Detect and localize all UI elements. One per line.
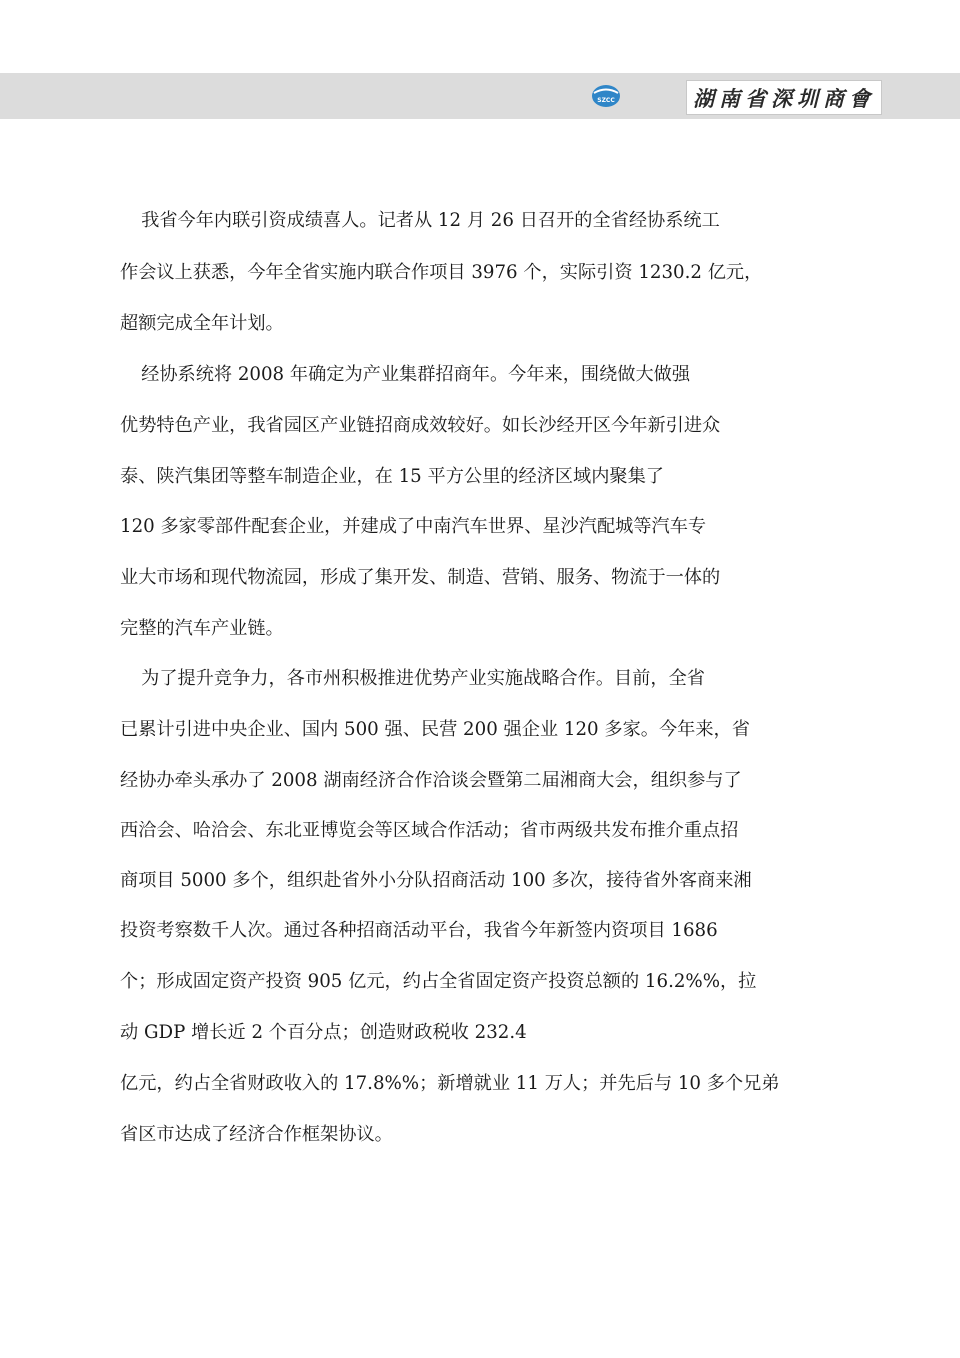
text-line: 个；形成固定资产投资 905 亿元，约占全省固定资产投资总额的 16.2%%，拉 xyxy=(120,971,757,992)
text-line: 经协系统将 2008 年确定为产业集群招商年。今年来，围绕做大做强 xyxy=(118,364,691,385)
org-name-banner xyxy=(686,80,882,115)
text-line: 为了提升竞争力，各市州积极推进优势产业实施战略合作。目前，全省 xyxy=(118,668,705,689)
text-line: 泰、陕汽集团等整车制造企业，在 15 平方公里的经济区域内聚集了 xyxy=(120,466,664,487)
text-line: 亿元，约占全省财政收入的 17.8%%；新增就业 11 万人；并先后与 10 多个兄弟 xyxy=(120,1073,780,1094)
text-line: 已累计引进中央企业、国内 500 强、民营 200 强企业 120 多家。今年来，省 xyxy=(120,719,750,740)
text-line: 优势特色产业，我省园区产业链招商成效较好。如长沙经开区今年新引进众 xyxy=(120,415,721,436)
text-line: 120 多家零部件配套企业，并建成了中南汽车世界、星沙汽配城等汽车专 xyxy=(120,516,707,537)
org-name: 湖南省深圳商會 xyxy=(693,85,875,111)
text-line: 省区市达成了经济合作框架协议。 xyxy=(120,1124,393,1145)
text-line: 超额完成全年计划。 xyxy=(120,313,284,334)
text-line: 完整的汽车产业链。 xyxy=(120,618,284,639)
text-line: 动 GDP 增长近 2 个百分点；创造财政税收 232.4 xyxy=(120,1022,527,1043)
text-line: 我省今年内联引资成绩喜人。记者从 12 月 26 日召开的全省经协系统工 xyxy=(118,210,720,231)
logo-text: SZCC xyxy=(597,97,615,104)
text-line: 投资考察数千人次。通过各种招商活动平台，我省今年新签内资项目 1686 xyxy=(120,920,718,941)
chamber-logo-icon xyxy=(591,84,621,108)
text-line: 作会议上获悉，今年全省实施内联合作项目 3976 个，实际引资 1230.2 亿元， xyxy=(120,262,763,283)
text-line: 商项目 5000 多个，组织赴省外小分队招商活动 100 多次，接待省外客商来湘 xyxy=(120,870,752,891)
text-line: 业大市场和现代物流园，形成了集开发、制造、营销、服务、物流于一体的 xyxy=(120,567,721,588)
text-line: 西洽会、哈洽会、东北亚博览会等区域合作活动；省市两级共发布推介重点招 xyxy=(120,820,739,841)
text-line: 经协办牵头承办了 2008 湖南经济合作洽谈会暨第二届湘商大会，组织参与了 xyxy=(120,770,742,791)
